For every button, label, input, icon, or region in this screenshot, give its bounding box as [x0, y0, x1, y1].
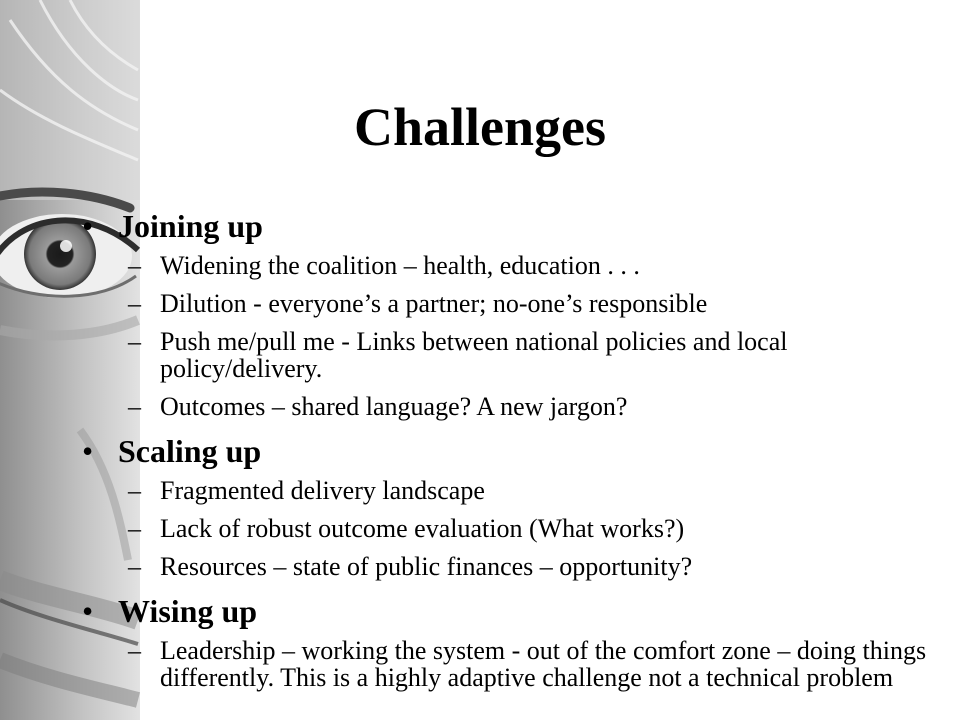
list-item: [82, 290, 942, 317]
sub-list: [82, 252, 942, 420]
list-item: [82, 393, 942, 420]
sub-list: [82, 637, 942, 691]
section-scaling-up: [82, 431, 942, 580]
sub-list: [82, 477, 942, 580]
section-heading: [82, 591, 942, 637]
section-joining-up: [82, 206, 942, 420]
list-item: [82, 515, 942, 542]
section-heading-text: Joining up: [118, 208, 263, 244]
section-wising-up: [82, 591, 942, 691]
section-heading-text: Scaling up: [118, 433, 262, 469]
bullet-icon: •: [82, 208, 94, 244]
list-item-text: Outcomes – shared language? A new jargon?: [160, 392, 628, 421]
dash-icon: –: [128, 327, 141, 356]
dash-icon: –: [128, 636, 141, 665]
bullet-list: [82, 206, 942, 702]
section-heading-text: Wising up: [118, 593, 258, 629]
list-item-text: Dilution - everyone’s a partner; no-one’s responsible: [160, 289, 708, 318]
list-item: [82, 553, 942, 580]
bullet-icon: •: [82, 593, 94, 629]
dash-icon: –: [128, 392, 141, 421]
list-item-text: Resources – state of public finances – opportunity?: [160, 552, 693, 581]
list-item: [82, 637, 942, 691]
dash-icon: –: [128, 514, 141, 543]
list-item-text: Leadership – working the system - out of the comfort zone – doing things differently. This is a highly adaptive challenge not a technical problem: [160, 636, 927, 692]
dash-icon: –: [128, 251, 141, 280]
dash-icon: –: [128, 289, 141, 318]
bullet-icon: •: [82, 433, 94, 469]
list-item: [82, 477, 942, 504]
section-heading: [82, 431, 942, 477]
dash-icon: –: [128, 552, 141, 581]
section-heading: [82, 206, 942, 252]
list-item-text: Lack of robust outcome evaluation (What works?): [160, 514, 685, 543]
list-item-text: Widening the coalition – health, education . . .: [160, 251, 640, 280]
list-item-text: Push me/pull me - Links between national policies and local policy/delivery.: [160, 327, 788, 383]
dash-icon: –: [128, 476, 141, 505]
list-item-text: Fragmented delivery landscape: [160, 476, 485, 505]
list-item: [82, 328, 942, 382]
list-item: [82, 252, 942, 279]
slide-title: Challenges: [353, 97, 607, 157]
